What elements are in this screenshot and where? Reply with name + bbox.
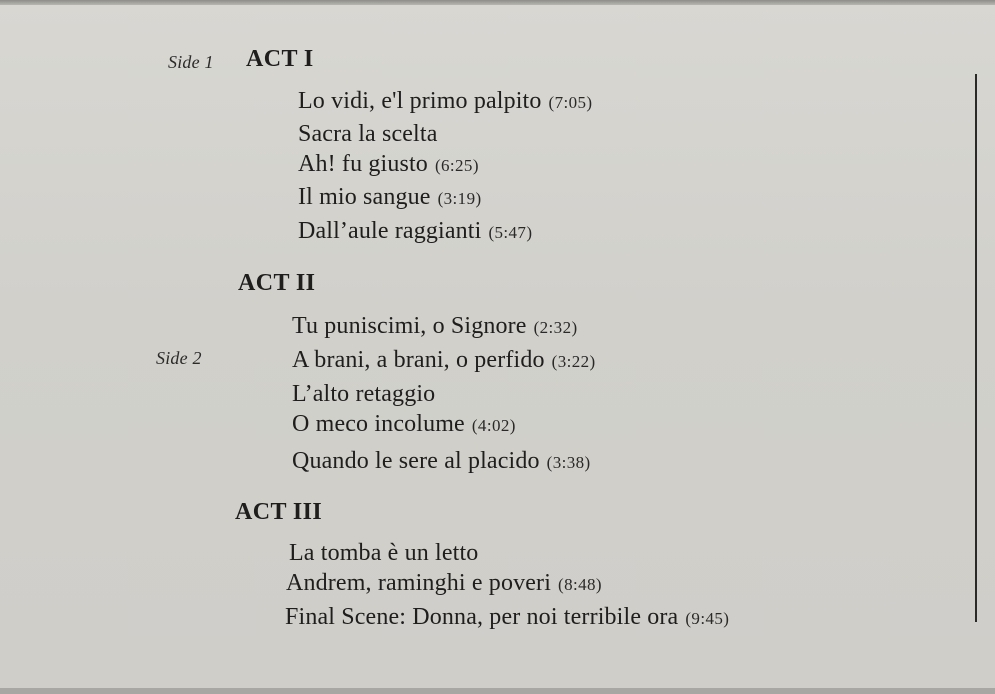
bottom-edge — [0, 688, 995, 694]
track-title: Quando le sere al placido — [292, 448, 540, 474]
track-duration: (3:19) — [437, 189, 482, 208]
act-2-track-2 — [292, 347, 596, 374]
track-title: Dall’aule raggianti — [298, 218, 482, 244]
side-1-label: Side 1 — [168, 52, 214, 72]
side-2-label: Side 2 — [156, 348, 202, 368]
act-3-title: ACT III — [235, 499, 323, 525]
track-title: Andrem, raminghi e poveri — [286, 570, 552, 596]
act-2-track-4 — [292, 411, 516, 438]
act-3-track-3 — [285, 604, 729, 631]
act-2-track-1 — [292, 313, 578, 340]
track-duration: (2:32) — [533, 318, 578, 337]
track-duration: (6:25) — [434, 156, 479, 175]
track-duration: (4:02) — [471, 416, 516, 435]
act-3-track-2 — [286, 570, 602, 597]
act-1-track-2 — [298, 121, 438, 148]
act-1-track-3 — [298, 151, 479, 178]
track-title: Tu puniscimi, o Signore — [292, 313, 527, 339]
track-title: La tomba è un letto — [289, 540, 479, 566]
track-title: O meco incolume — [292, 411, 465, 437]
act-2-track-3 — [292, 381, 435, 408]
track-title: Sacra la scelta — [298, 121, 438, 147]
track-duration: (5:47) — [488, 223, 533, 242]
act-2-track-5 — [292, 448, 591, 475]
track-title: Ah! fu giusto — [298, 151, 428, 177]
track-title: Final Scene: Donna, per noi terribile ora — [285, 604, 679, 630]
track-duration: (3:22) — [551, 352, 596, 371]
track-title: Il mio sangue — [298, 184, 431, 210]
track-duration: (3:38) — [546, 453, 591, 472]
vertical-rule — [975, 74, 977, 622]
act-1-track-5 — [298, 218, 532, 245]
act-1-title: ACT I — [246, 46, 314, 72]
track-title: L’alto retaggio — [292, 381, 436, 407]
track-title: A brani, a brani, o perfido — [292, 347, 545, 373]
track-duration: (9:45) — [685, 609, 730, 628]
track-duration: (7:05) — [548, 93, 593, 112]
act-1-track-1 — [298, 88, 592, 115]
act-3-track-1 — [289, 540, 478, 567]
top-edge — [0, 0, 995, 5]
track-title: Lo vidi, e'l primo palpito — [298, 88, 542, 114]
track-duration: (8:48) — [558, 575, 602, 594]
act-2-title: ACT II — [238, 270, 316, 296]
act-1-track-4 — [298, 184, 482, 211]
